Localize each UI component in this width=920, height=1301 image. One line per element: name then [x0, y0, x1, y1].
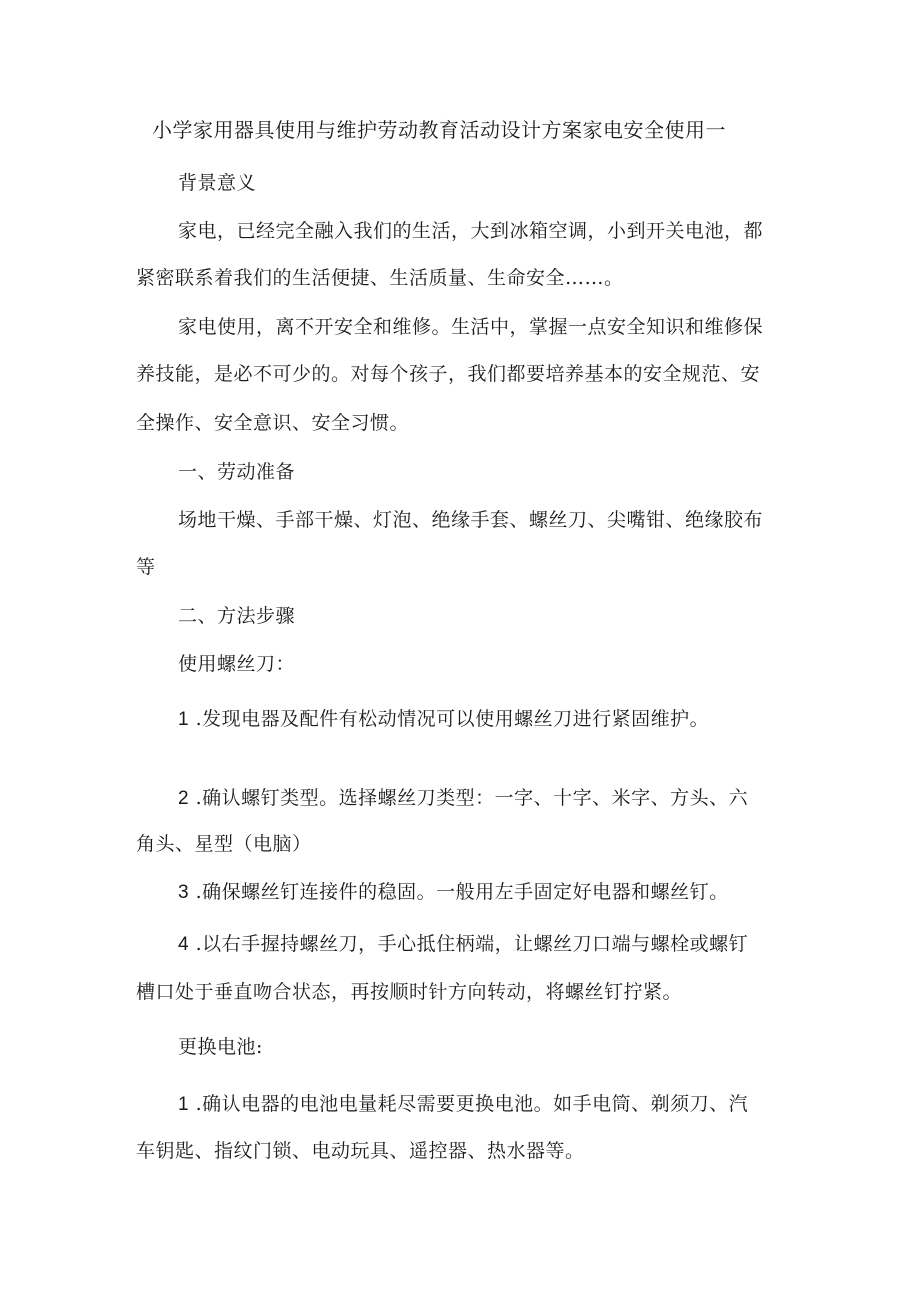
screwdriver-step-4	[178, 932, 748, 957]
step-number: 3	[178, 882, 190, 903]
paragraph-1-line-2: 紧密联系着我们的生活便捷、生活质量、生命安全……。	[136, 267, 624, 289]
step-text: .发现电器及配件有松动情况可以使用螺丝刀进行紧固维护。	[195, 708, 710, 730]
screwdriver-step-2-line-2: 角头、星型（电脑）	[136, 833, 312, 855]
screwdriver-heading: 使用螺丝刀：	[178, 653, 296, 675]
background-heading: 背景意义	[178, 172, 257, 194]
step-text: .确认螺钉类型。选择螺丝刀类型：一字、十字、米字、方头、六	[195, 787, 749, 809]
screwdriver-step-3	[178, 880, 729, 905]
step-text: .以右手握持螺丝刀，手心抵住柄端，让螺丝刀口端与螺栓或螺钉	[195, 933, 749, 955]
section-1-text-line-2: 等	[136, 556, 156, 578]
step-number: 2	[178, 788, 190, 809]
step-text: .确认电器的电池电量耗尽需要更换电池。如手电筒、剃须刀、汽	[195, 1093, 749, 1115]
screwdriver-step-1	[178, 707, 709, 732]
document-title: 小学家用器具使用与维护劳动教育活动设计方案家电安全使用一	[152, 118, 726, 142]
section-1-heading: 一、劳动准备	[178, 461, 296, 483]
step-number: 4	[178, 934, 190, 955]
battery-step-1-line-2: 车钥匙、指纹门锁、电动玩具、遥控器、热水器等。	[136, 1140, 585, 1162]
paragraph-2-line-3: 全操作、安全意识、安全习惯。	[136, 412, 410, 434]
step-number: 1	[178, 1094, 190, 1115]
battery-heading: 更换电池:	[178, 1036, 263, 1058]
paragraph-2-line-2: 养技能，是必不可少的。对每个孩子，我们都要培养基本的安全规范、安	[136, 363, 761, 385]
battery-step-1	[178, 1092, 748, 1117]
step-text: .确保螺丝钉连接件的稳固。一般用左手固定好电器和螺丝钉。	[195, 881, 729, 903]
section-1-text-line-1: 场地干燥、手部干燥、灯泡、绝缘手套、螺丝刀、尖嘴钳、绝缘胶布	[178, 509, 764, 531]
paragraph-1-line-1: 家电，已经完全融入我们的生活，大到冰箱空调，小到开关电池，都	[178, 220, 764, 242]
section-2-heading: 二、方法步骤	[178, 605, 296, 627]
screwdriver-step-2	[178, 786, 748, 811]
paragraph-2-line-1: 家电使用，离不开安全和维修。生活中，掌握一点安全知识和维修保	[178, 316, 764, 338]
screwdriver-step-4-line-2: 槽口处于垂直吻合状态，再按顺时针方向转动，将螺丝钉拧紧。	[136, 981, 683, 1003]
step-number: 1	[178, 709, 190, 730]
